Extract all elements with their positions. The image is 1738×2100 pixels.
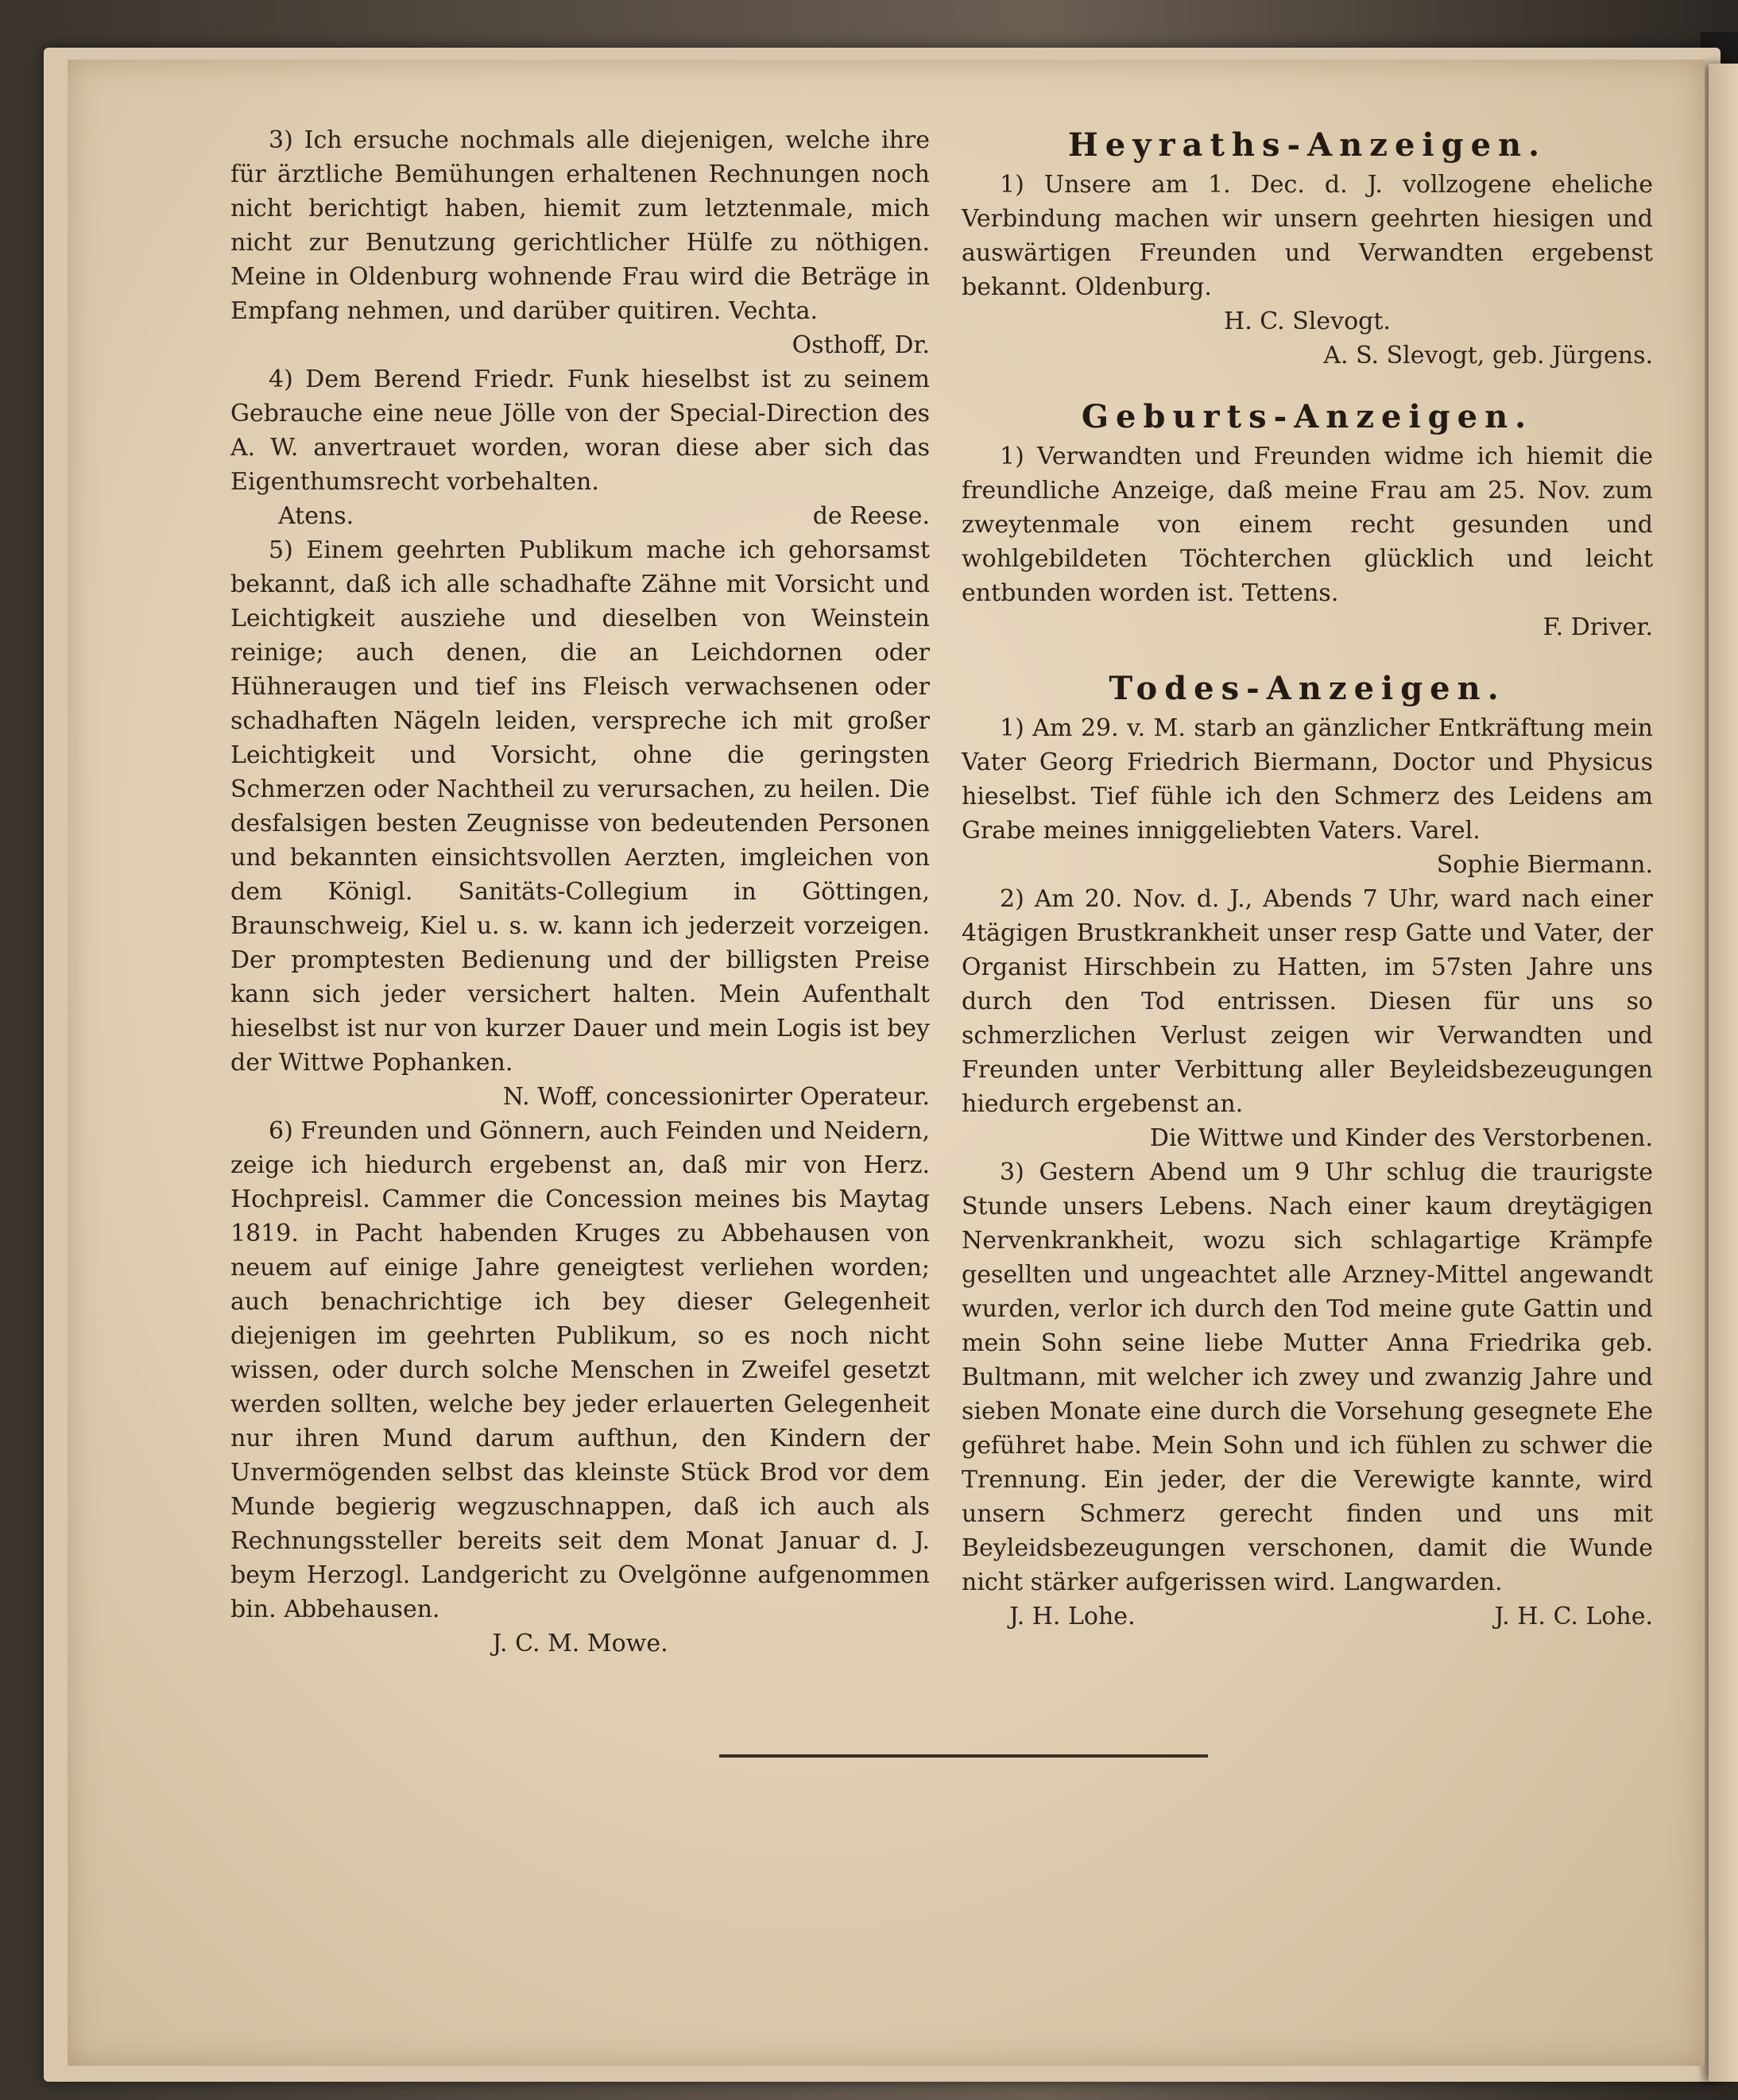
notice-5-text: 5) Einem geehrten Publikum mache ich gehorsamst bekannt, daß ich alle schadhafte Zähne mit Vorsicht und Leichtigkeit ausziehe und dieselben von Weinstein reinige; auch denen, die an Leichdornen oder Hühneraugen und tief ins Fleisch verwachsenen oder schadhaften Nägeln leiden, verspreche ich mit großer Leichtigkeit und Vorsicht, ohne die geringsten Schmerzen oder Nachtheil zu verursachen, zu heilen. Die desfalsigen besten Zeugnisse von bedeutenden Personen und bekannten einsichtsvollen Aerzten, imgleichen von dem Königl. Sanitäts-Collegium in Göttingen, Braunschweig, Kiel u. s. w. kann ich jederzeit vorzeigen. Der promptesten Bedienung und der billigsten Preise kann sich jeder versichert halten. Mein Aufenthalt hieselbst ist nur von kurzer Dauer und mein Logis ist bey der Wittwe Pophanken. xyxy=(230,536,930,1077)
death-1-text: 1) Am 29. v. M. starb an gänzlicher Entkräftung mein Vater Georg Friedrich Biermann, Doctor und Physicus hieselbst. Tief fühle ich den Schmerz des Leidens am Grabe meines inniggeliebten Vaters. Varel. xyxy=(962,714,1653,845)
notice-4-text: 4) Dem Berend Friedr. Funk hieselbst ist zu seinem Gebrauche eine neue Jölle von der Special-Direction des A. W. anvertrauet worden, woran diese aber sich das Eigenthumsrecht vorbehalten. xyxy=(230,365,930,496)
notice-4-footer xyxy=(230,499,930,533)
notice-5-signature: N. Woff, concessionirter Operateur. xyxy=(502,1083,930,1111)
notice-4-place: Atens. xyxy=(278,502,354,530)
notice-4-signature: de Reese. xyxy=(812,502,930,530)
birth-heading: Geburts-Anzeigen. xyxy=(1081,398,1534,435)
left-column xyxy=(230,123,930,1661)
notice-3-signature: Osthoff, Dr. xyxy=(792,331,930,359)
death-3-signature-1: J. H. Lohe. xyxy=(1009,1603,1136,1630)
marriage-signature-2: A. S. Slevogt, geb. Jürgens. xyxy=(1323,342,1653,369)
death-1-signature: Sophie Biermann. xyxy=(1436,851,1653,879)
death-2-signature: Die Wittwe und Kinder des Verstorbenen. xyxy=(1149,1124,1653,1152)
death-2-text: 2) Am 20. Nov. d. J., Abends 7 Uhr, ward nach einer 4tägigen Brustkrankheit unser resp Gatte und Vater, der Organist Hirschbein zu Hatten, im 57sten Jahre uns durch den Tod entrissen. Diesen für uns so schmerzlichen Verlust zeigen wir Verwandten und Freunden unter Verbittung aller Beyleidsbezeugungen hiedurch ergebenst an. xyxy=(962,885,1653,1118)
marriage-signature-1: H. C. Slevogt. xyxy=(1224,307,1391,335)
notice-6-text: 6) Freunden und Gönnern, auch Feinden und Neidern, zeige ich hiedurch ergebenst an, daß mir von Herz. Hochpreisl. Cammer die Concession meines bis Maytag 1819. in Pacht habenden Kruges zu Abbehausen von neuem auf einige Jahre geneigtest verliehen worden; auch benachrichtige ich bey dieser Gelegenheit diejenigen im geehrten Publikum, so es noch nicht wissen, oder durch solche Menschen in Zweifel gesetzt werden sollten, welche bey jeder erlauerten Gelegenheit nur ihren Mund darum aufthun, den Kindern der Unvermögenden selbst das kleinste Stück Brod vor dem Munde begierig wegzuschnappen, daß ich auch als Rechnungssteller bereits seit dem Monat Januar d. J. beym Herzogl. Landgericht zu Ovelgönne aufgenommen bin. Abbehausen. xyxy=(230,1117,930,1623)
death-3-signature-2: J. H. C. Lohe. xyxy=(1494,1603,1653,1630)
birth-text: 1) Verwandten und Freunden widme ich hiemit die freundliche Anzeige, daß meine Frau am 25. Nov. zum zweytenmale von einem recht gesunden und wohlgebildeten Töchterchen glücklich und leicht entbunden worden ist. Tettens. xyxy=(962,443,1653,607)
death-3-text: 3) Gestern Abend um 9 Uhr schlug die traurigste Stunde unsers Lebens. Nach einer kaum dreytägigen Nervenkrankheit, wozu sich schlagartige Krämpfe gesellten und ungeachtet alle Arzney-Mittel angewandt wurden, verlor ich durch den Tod meine gute Gattin und mein Sohn seine liebe Mutter Anna Friedrika geb. Bultmann, mit welcher ich zwey und zwanzig Jahre und sieben Monate eine durch die Vorsehung gesegnete Ehe geführet habe. Mein Sohn und ich fühlen zu schwer die Trennung. Ein jeder, der die Verewigte kannte, wird unsern Schmerz gerecht finden und uns mit Beyleidsbezeugungen verschonen, damit die Wunde nicht stärker aufgerissen wird. Langwarden. xyxy=(962,1158,1653,1596)
notice-6-signature: J. C. M. Mowe. xyxy=(492,1630,668,1657)
marriage-text: 1) Unsere am 1. Dec. d. J. vollzogene eheliche Verbindung machen wir unsern geehrten hiesigen und auswärtigen Freunden und Verwandten ergebenst bekannt. Oldenburg. xyxy=(962,171,1653,301)
death-3-footer xyxy=(962,1599,1653,1634)
closing-rule xyxy=(719,1754,1208,1758)
notice-3-text: 3) Ich ersuche nochmals alle diejenigen, welche ihre für ärztliche Bemühungen erhaltenen Rechnungen noch nicht berichtigt haben, hiemit zum letztenmale, mich nicht zur Benutzung gerichtlicher Hülfe zu nöthigen. Meine in Oldenburg wohnende Frau wird die Beträge in Empfang nehmen, und darüber quitiren. Vechta. xyxy=(230,126,930,325)
next-page-edge xyxy=(1709,64,1738,2082)
right-column xyxy=(962,123,1653,1634)
death-heading: Todes-Anzeigen. xyxy=(1109,670,1506,707)
birth-signature: F. Driver. xyxy=(1543,613,1653,641)
marriage-heading: Heyraths-Anzeigen. xyxy=(1067,126,1547,164)
